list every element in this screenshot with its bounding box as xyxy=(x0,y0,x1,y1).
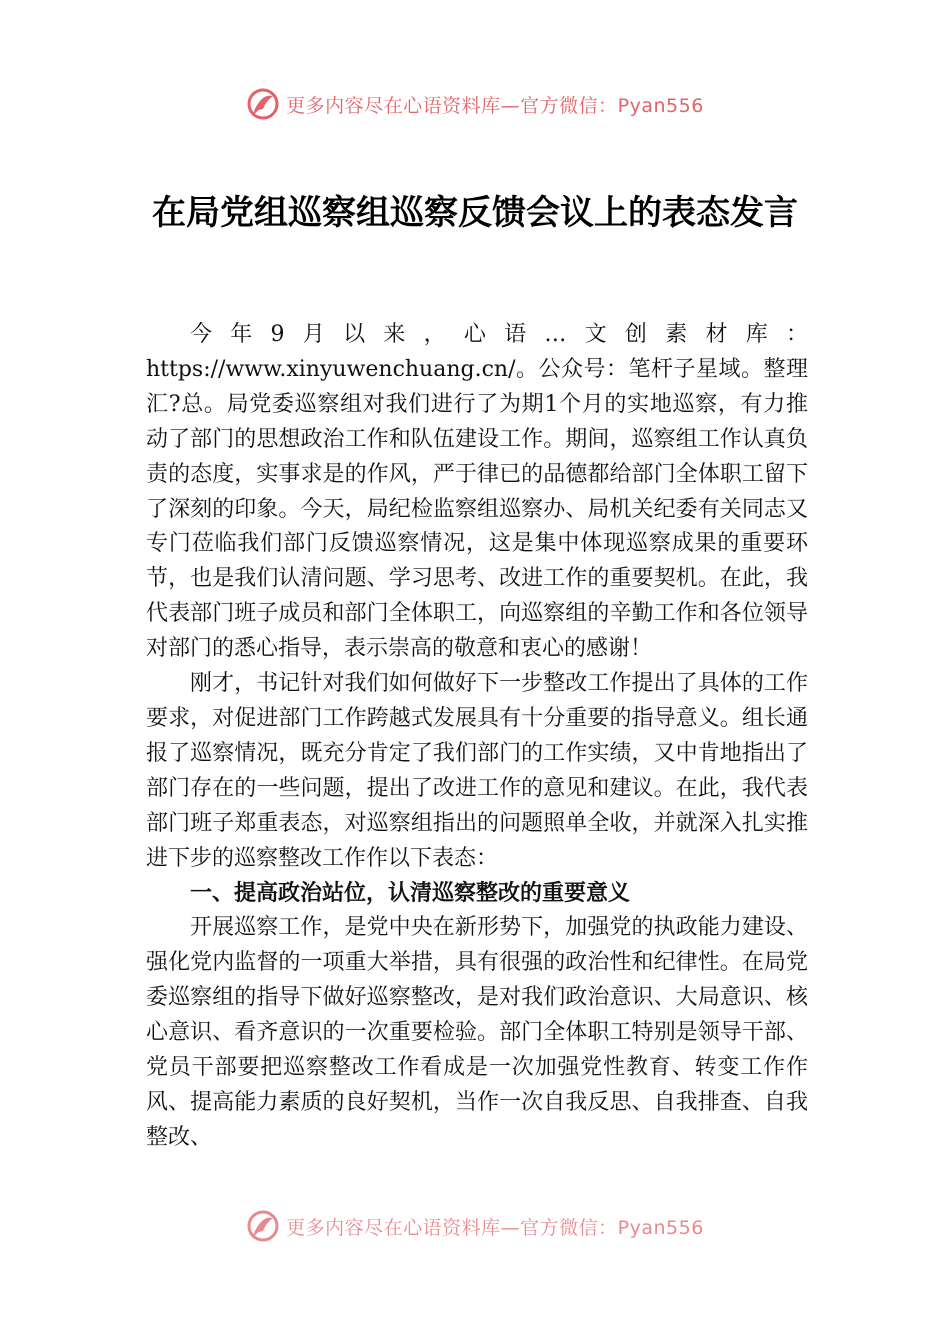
paragraph: 开展巡察工作，是党中央在新形势下，加强党的执政能力建设、强化党内监督的一项重大举措，具有很强的政治性和纪律性。在局党委巡察组的指导下做好巡察整改，是对我们政治意识、大局意识、核心意识、看齐意识的一次重要检验。部门全体职工特别是领导干部、党员干部要把巡察整改工作看成是一次加强党性教育、转变工作作风、提高能力素质的良好契机，当作一次自我反思、自我排查、自我整改、 xyxy=(146,915,808,1150)
watermark-text: 更多内容尽在心语资料库—官方微信：Pyan556 xyxy=(286,1216,704,1239)
paragraph: 今年9月以来，心语…文创素材库：https://www.xinyuwenchuang.cn/。公众号：笔杆子星域。整理汇?总。局党委巡察组对我们进行了为期1个月的实地巡察，有力推动了部门的思想政治工作和队伍建设工作。期间，巡察组工作认真负责的态度，实事求是的作风，严于律已的品德都给部门全体职工留下了深刻的印象。今天，局纪检监察组巡察办、局机关纪委有关同志又专门莅临我们部门反馈巡察情况，这是集中体现巡察成果的重要环节，也是我们认清问题、学习思考、改进工作的重要契机。在此，我代表部门班子成员和部门全体职工，向巡察组的辛勤工作和各位领导对部门的悉心指导，表示崇高的敬意和衷心的感谢！ xyxy=(146,322,808,662)
logo-icon xyxy=(246,1209,280,1243)
watermark-banner-bottom xyxy=(0,1206,950,1246)
section-heading: 一、提高政治站位，认清巡察整改的重要意义 xyxy=(190,880,631,906)
paragraph: 刚才，书记针对我们如何做好下一步整改工作提出了具体的工作要求，对促进部门工作跨越式发展具有十分重要的指导意义。组长通报了巡察情况，既充分肯定了我们部门的工作实绩，又中肯地指出了部门存在的一些问题，提出了改进工作的意见和建议。在此，我代表部门班子郑重表态，对巡察组指出的问题照单全收，并就深入扎实推进下步的巡察整改工作作以下表态： xyxy=(146,671,808,871)
document-title: 在局党组巡察组巡察反馈会议上的表态发言 xyxy=(152,193,798,233)
watermark-text: 更多内容尽在心语资料库—官方微信：Pyan556 xyxy=(286,94,704,117)
document-body xyxy=(146,318,808,1156)
logo-icon xyxy=(246,87,280,121)
watermark-banner-top xyxy=(0,84,950,124)
